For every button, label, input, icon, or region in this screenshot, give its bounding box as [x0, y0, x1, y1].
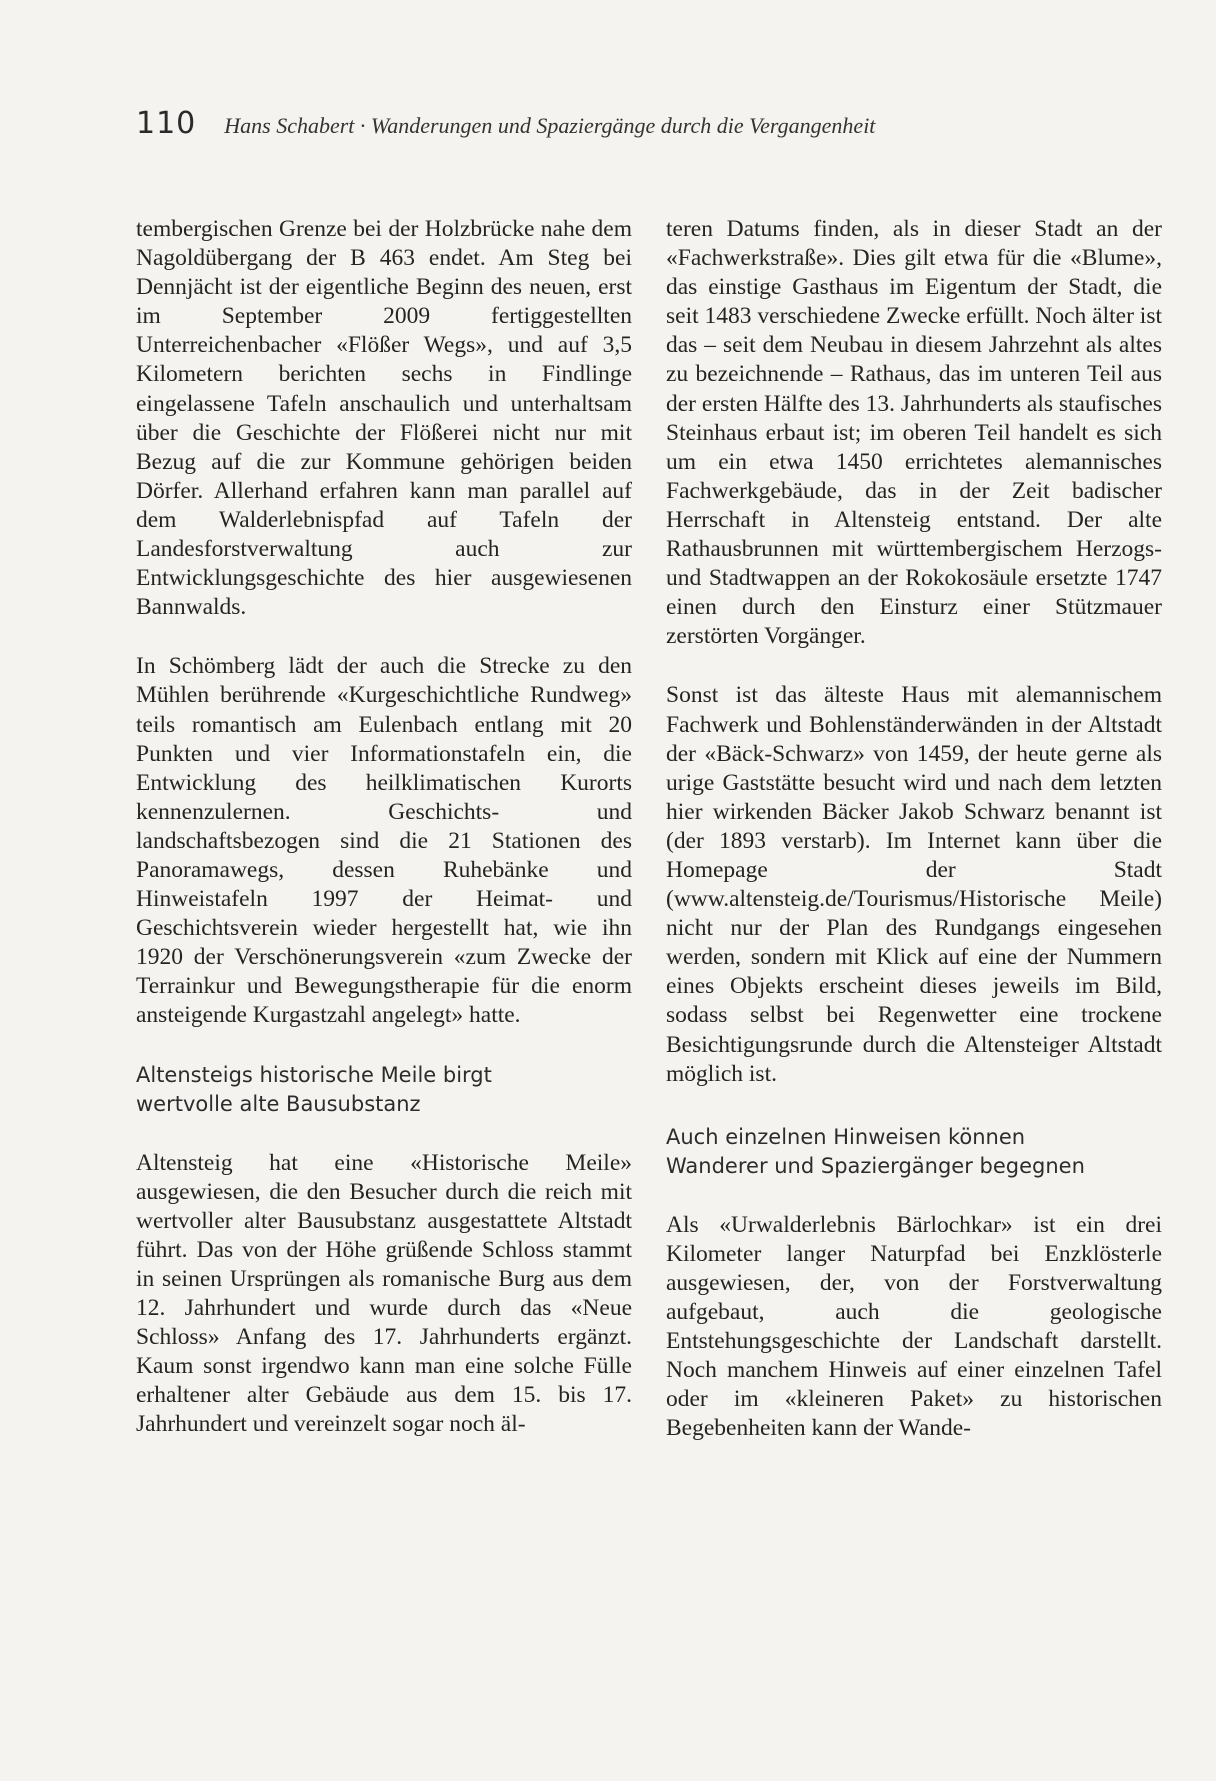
heading-line-1: Auch einzelnen Hinweisen können [666, 1124, 1026, 1149]
section-heading-hinweise [666, 1123, 1162, 1181]
right-paragraph-1: teren Datums finden, als in dieser Stadt an der «Fachwerkstraße». Dies gilt etwa für die «Blume», das einstige Gasthaus im Eigentum der Stadt, die seit 1483 verschiedene Zwecke erfüllt. Noch älter ist das – seit dem Neubau in diesem Jahrzehnt als altes zu bezeichnende – Rathaus, das im unteren Teil aus der ersten Hälfte des 13. Jahrhunderts als staufisches Steinhaus erbaut ist; im oberen Teil handelt es sich um ein etwa 1450 errichtetes alemannisches Fachwerkgebäude, das in der Zeit badischer Herrschaft in Altensteig entstand. Der alte Rathausbrunnen mit württembergischem Herzogs- und Stadtwappen an der Rokokosäule ersetzte 1747 einen durch den Einsturz einer Stützmauer zerstörten Vorgänger. [666, 216, 1162, 650]
left-column [136, 215, 632, 1469]
left-paragraph-2: In Schömberg lädt der auch die Strecke zu den Mühlen berührende «Kurgeschichtliche Rundweg» teils romantisch am Eulenbach entlang mit 20 Punkten und vier Informationstafeln ein, die Entwicklung des heilklimatischen Kurorts kennenzulernen. Geschichts- und landschaftsbezogen sind die 21 Stationen des Panoramawegs, dessen Ruhebänke und Hinweistafeln 1997 der Heimat- und Geschichtsverein wieder hergestellt hat, wie ihn 1920 der Verschönerungsverein «zum Zwecke der Terrainkur und Bewegungstherapie für die enorm ansteigende Kurgastzahl angelegt» hatte. [136, 653, 632, 1029]
left-paragraph-1: tembergischen Grenze bei der Holzbrücke nahe dem Nagoldübergang der B 463 endet. Am Steg bei Dennjächt ist der eigentliche Beginn des neuen, erst im September 2009 fertiggestellten Unterreichenbacher «Flößer Wegs», und auf 3,5 Kilometern berichten sechs in Findlinge eingelassene Tafeln anschaulich und unterhaltsam über die Geschichte der Flößerei nicht nur mit Bezug auf die zur Kommune gehörigen beiden Dörfer. Allerhand erfahren kann man parallel auf dem Walderlebnispfad auf Tafeln der Landesforstverwaltung auch zur Entwicklungsgeschichte des hier ausgewiesenen Bannwalds. [136, 216, 632, 621]
heading-line-2: wertvolle alte Bausubstanz [136, 1091, 421, 1116]
right-paragraph-3: Als «Urwalderlebnis Bärlochkar» ist ein drei Kilometer langer Naturpfad bei Enzklösterle ausgewiesen, der, von der Forstverwaltung aufgebaut, auch die geologische Entstehungsgeschichte der Landschaft darstellt. Noch manchem Hinweis auf einer einzelnen Tafel oder im «kleineren Paket» zu historischen Begebenheiten kann der Wande- [666, 1211, 1162, 1442]
page-header [136, 106, 976, 141]
right-paragraph-2: Sonst ist das älteste Haus mit alemannischem Fachwerk und Bohlenständerwänden in der Altstadt der «Bäck-Schwarz» von 1459, der heute gerne als urige Gaststätte besucht wird und nach dem letzten hier wirkenden Bäcker Jakob Schwarz benannt ist (der 1893 verstarb). Im Internet kann über die Homepage der Stadt (www.altensteig.de/Tourismus/Historische Meile) nicht nur der Plan des Rundgangs eingesehen werden, sondern mit Klick auf eine der Nummern eines Objekts erscheint dieses jeweils im Bild, sodass selbst bei Regenwetter eine trockene Besichtigungsrunde durch die Altensteiger Altstadt möglich ist. [666, 682, 1162, 1087]
heading-line-2: Wanderer und Spaziergänger begegnen [666, 1153, 1085, 1178]
running-title: Hans Schabert · Wanderungen und Spaziergänge durch die Vergangenheit [224, 113, 876, 138]
right-column [666, 215, 1162, 1473]
heading-line-1: Altensteigs historische Meile birgt [136, 1062, 492, 1087]
section-heading-altensteig [136, 1061, 632, 1119]
page-number: 110 [136, 106, 197, 141]
left-paragraph-3: Altensteig hat eine «Historische Meile» ausgewiesen, die den Besucher durch die reich mit wertvoller alter Bausubstanz ausgestattete Altstadt führt. Das von der Höhe grüßende Schloss stammt in seinen Ursprüngen als romanische Burg aus dem 12. Jahrhundert und wurde durch das «Neue Schloss» Anfang des 17. Jahrhunderts ergänzt. Kaum sonst irgendwo kann man eine solche Fülle erhaltener alter Gebäude aus dem 15. bis 17. Jahrhundert und vereinzelt sogar noch äl- [136, 1149, 632, 1438]
